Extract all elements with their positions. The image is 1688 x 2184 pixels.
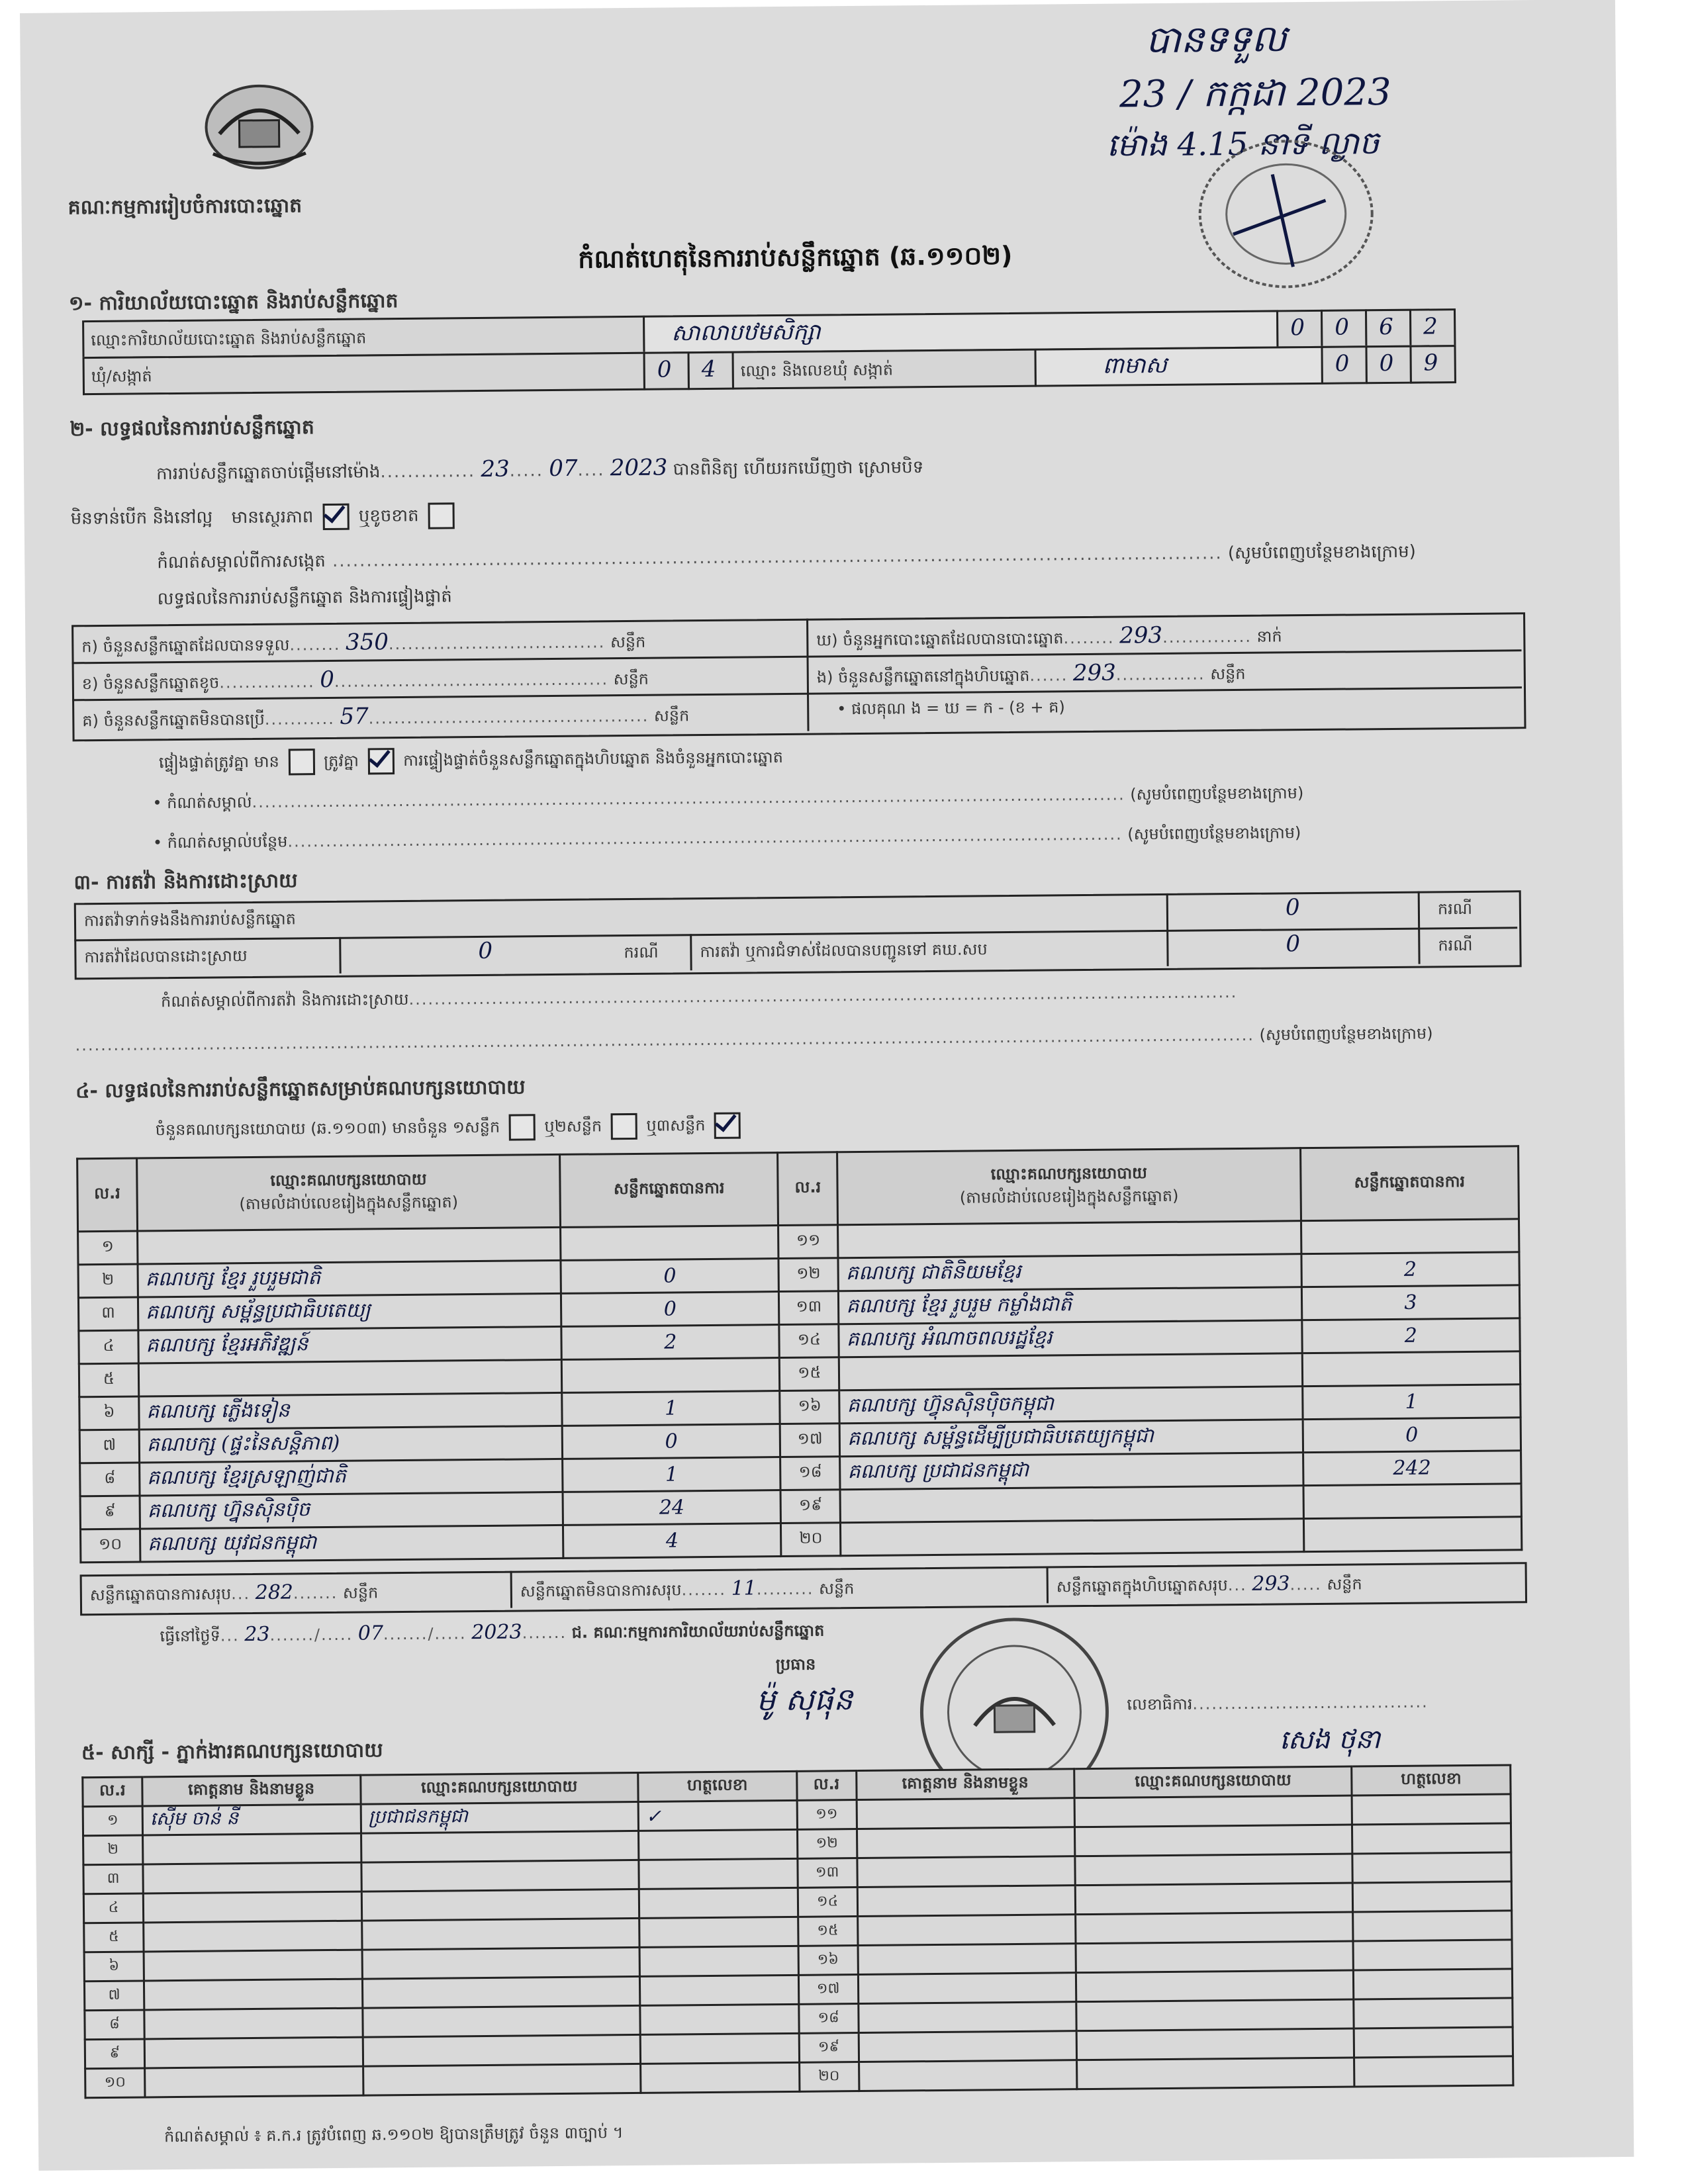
party-table-header	[77, 1146, 1519, 1232]
witness-party	[361, 1889, 639, 1921]
s2-item-b-value: 0	[320, 666, 335, 694]
section1-heading: ១- ការិយាល័យបោះឆ្នោត និងរាប់សន្លឹកឆ្នោត	[68, 289, 399, 316]
col-votes-right: សន្លឹកឆ្នោតបានការ	[1300, 1146, 1519, 1221]
s1-row2-digit-2: 4	[687, 351, 734, 390]
witness-name	[859, 2060, 1077, 2091]
witness-signature	[1352, 1882, 1511, 1912]
party-no: ៥	[79, 1363, 138, 1397]
party-votes: 0	[1303, 1418, 1521, 1453]
witness-no: ២០	[799, 2062, 859, 2092]
witness-party	[362, 1947, 640, 1979]
s3-row1-unit: ករណី	[1437, 899, 1473, 919]
s3-row2-unit: ករណី	[624, 942, 659, 962]
s1-row1-label: ឈ្មោះការិយាល័យបោះឆ្នោត និងរាប់សន្លឹកឆ្នោត	[91, 328, 367, 350]
party-name: គណបក្ស អំណាចពលរដ្ឋខ្មែរ	[839, 1320, 1302, 1357]
s3-note-line2: ......................................................................................................................................................................................... (សូមបំពេញបន្ថែមខាងក្រោម)	[75, 1024, 1433, 1055]
total-valid: សន្លឹកឆ្នោតបានការសរុប... 282....... សន្លឹក	[89, 1580, 379, 1605]
witness-name	[144, 2037, 363, 2068]
party-votes: 1	[563, 1457, 781, 1492]
party-no: ១៣	[779, 1291, 839, 1325]
party-no: ១៩	[780, 1490, 840, 1524]
party-name	[138, 1359, 562, 1396]
party-name: គណបក្ស យុវជនកម្ពុជា	[140, 1525, 563, 1562]
ok-checkbox[interactable]	[322, 504, 349, 530]
witness-no: ១៤	[798, 1888, 857, 1917]
secretary-signature: សេង ថុនា	[1279, 1724, 1381, 1756]
s4-line: ចំនួនគណបក្សនយោបាយ (ឆ.១១០៣) មានចំនួន ១សន្លឹក ឬ២សន្លឹក ឬ៣សន្លឹក	[156, 1113, 745, 1144]
party-votes	[561, 1358, 780, 1393]
witness-no: ៧	[84, 1981, 144, 2011]
party-no: ១៧	[780, 1424, 840, 1457]
s2-item-a-value: 350	[345, 629, 389, 656]
s1-row2-label-cell	[83, 352, 645, 395]
party-name: គណបក្ស (ផ្ទះនៃសន្តិភាព)	[139, 1426, 563, 1463]
s1-row2-digit2-1: 0	[1321, 345, 1368, 385]
witness-no: ១១	[797, 1800, 857, 1830]
total-valid-value: 282	[255, 1580, 294, 1604]
witness-no: ១៦	[798, 1946, 858, 1976]
party-no: ៧	[79, 1430, 139, 1463]
party-name: គណបក្ស សម្ព័ន្ធដើម្បីប្រជាធិបតេយ្យកម្ពុជា	[839, 1420, 1303, 1457]
witness-name	[143, 1862, 361, 1893]
compare-no-checkbox[interactable]	[367, 748, 394, 774]
s2-item-c: គ) ចំនួនសន្លឹកឆ្នោតមិនបានប្រើ........... 57............................................ សន្លឹក	[82, 703, 690, 731]
witness-signature	[1354, 1969, 1513, 1999]
witness-name	[144, 1950, 362, 1981]
s1-row2-value-cell	[1034, 346, 1323, 387]
witness-no: ១២	[797, 1829, 857, 1859]
section3-heading: ៣- ការតវ៉ា និងការដោះស្រាយ	[73, 869, 298, 895]
form-paper	[20, 0, 1634, 2171]
s2-fill-note-3: (សូមបំពេញបន្ថែមខាងក្រោម)	[1127, 823, 1301, 844]
col-votes-left: សន្លឹកឆ្នោតបានការ	[560, 1153, 778, 1228]
section4-heading: ៤- លទ្ធផលនៃការរាប់សន្លឹកឆ្នោតសម្រាប់គណបក្សនយោបាយ	[75, 1075, 526, 1103]
s2-bullet2: • កំណត់សម្គាល់បន្ថែម................................................................................................................................... (សូមបំពេញបន្ថែមខាងក្រោម)	[152, 823, 1301, 852]
s2-day: 23	[481, 455, 510, 482]
witness-signature	[1353, 1940, 1512, 1970]
party-no: ១២	[778, 1258, 838, 1292]
s3-row1-label: ការតវ៉ាទាក់ទងនឹងការរាប់សន្លឹកឆ្នោត	[83, 909, 297, 931]
witness-party	[361, 1918, 639, 1950]
witness-party: ប្រជាជនកម្ពុជា	[361, 1801, 639, 1833]
received-line2: 23 / កក្កដា 2023	[1119, 70, 1391, 116]
party-no: ១០	[80, 1529, 140, 1563]
party-name	[840, 1486, 1303, 1523]
party-no: ២០	[781, 1523, 841, 1557]
party-name	[841, 1519, 1304, 1556]
witness-signature	[1354, 2027, 1513, 2058]
header-org: គណៈកម្មការរៀបចំការបោះឆ្នោត	[68, 194, 303, 220]
witness-signature	[639, 1946, 798, 1976]
s1-row2-mid-label: ឈ្មោះ និងលេខឃុំ សង្កាត់	[740, 360, 894, 381]
party-votes	[561, 1226, 779, 1261]
s2-line4: លទ្ធផលនៃការរាប់សន្លឹកឆ្នោត និងការផ្ទៀងផ្ទាត់	[157, 586, 452, 610]
witness-name	[144, 2008, 363, 2039]
witness-signature	[1352, 1852, 1511, 1883]
party-name: គណបក្ស ជាតិនិយមខ្មែរ	[838, 1254, 1301, 1291]
witness-signature	[639, 1888, 798, 1918]
witness-no: ៨	[85, 2010, 144, 2040]
col-no-left: ល.រ	[77, 1158, 138, 1232]
party-no: ១៦	[780, 1390, 839, 1424]
witness-party	[1076, 1999, 1354, 2031]
witness-signature: ✓	[638, 1800, 797, 1831]
party-votes: 0	[561, 1259, 779, 1294]
s1-row1-value: សាលាបឋមសិក្សា	[671, 318, 821, 347]
witness-party	[1076, 2028, 1354, 2060]
party-no: ១១	[778, 1225, 838, 1259]
stamp-icon	[1193, 134, 1380, 294]
party-no: ១៨	[780, 1457, 840, 1490]
party-name: គណបក្ស ភ្លើងទៀន	[139, 1392, 563, 1430]
witness-no: ១០	[85, 2068, 145, 2098]
witness-name	[857, 1798, 1075, 1829]
total-box-value: 293	[1252, 1572, 1290, 1596]
witness-no: ៦	[84, 1952, 144, 1981]
chair-signature: ម៉ូ សុផុន	[756, 1681, 853, 1718]
witness-no: ៩	[85, 2039, 144, 2069]
witness-no: ៥	[84, 1923, 144, 1952]
s3-row2-mid: ការតវ៉ា ឬការជំទាស់ដែលបានបញ្ជូនទៅ គឃ.សប	[700, 940, 988, 962]
col-no-right: ល.រ	[778, 1152, 838, 1226]
party-name: គណបក្ស ខ្មែរ រួបរួម កម្លាំងជាតិ	[839, 1287, 1302, 1324]
col-party-left: ឈ្មោះគណបក្សនយោបាយ (តាមលំដាប់លេខរៀងក្នុងសន្លឹកឆ្នោត)	[137, 1154, 561, 1231]
witness-no: ១៣	[797, 1858, 857, 1888]
witness-table-body	[83, 1794, 1513, 2098]
s2-line3: កំណត់សម្គាល់ពីការសង្កេត ................................................................................................................................... (សូមបំពេញបន្ថែមខាងក្រោម)	[157, 541, 1416, 573]
witness-name	[858, 1944, 1076, 1975]
party-no: ៨	[80, 1463, 140, 1496]
witness-party	[361, 1831, 639, 1862]
received-line3: ម៉ោង 4.15 នាទី ល្ងាច	[1106, 124, 1380, 164]
party-votes	[1303, 1484, 1522, 1519]
s2-item-d: ឃ) ចំនួនអ្នកបោះឆ្នោតដែលបានបោះឆ្នោត........ 293.............. នាក់	[816, 621, 1282, 650]
party-no: ១៥	[780, 1357, 839, 1391]
party-votes: 2	[561, 1325, 780, 1360]
witness-no: ១៩	[799, 2033, 859, 2063]
chair-label: ប្រធាន	[775, 1655, 816, 1674]
s3-note: កំណត់សម្គាល់ពីការតវ៉ា និងការដោះស្រាយ..................................................................................................................................	[160, 983, 1238, 1011]
witness-party	[1075, 1854, 1353, 1886]
party-votes: 3	[1301, 1285, 1520, 1320]
party-name: គណបក្ស ខ្មែរស្រឡាញ់ជាតិ	[140, 1459, 563, 1496]
s1-row1-digit-3: 6	[1365, 309, 1412, 348]
party-no: ៩	[80, 1496, 140, 1529]
s2-bullet1: • កំណត់សម្គាល់......................................................................................................................................... (សូមបំពេញបន្ថែមខាងក្រោម)	[152, 784, 1304, 813]
witness-name	[859, 2031, 1077, 2062]
party-votes: 0	[562, 1424, 780, 1459]
witness-no: ២	[83, 1835, 143, 1865]
s1-row2-label: ឃុំ/សង្កាត់	[91, 367, 152, 387]
s3-row2-value2: 0	[1286, 931, 1301, 958]
witness-table-header: ល.រ គោត្តនាម និងនាមខ្លួន ឈ្មោះគណបក្សនយោបាយ ហត្ថលេខា ល.រ គោត្តនាម និងនាមខ្លួន ឈ្មោះគណបក្សនយោបាយ ហត្ថលេខា	[83, 1765, 1511, 1807]
witness-signature	[638, 1829, 797, 1860]
party-name	[838, 1221, 1301, 1258]
sheets-3-checkbox[interactable]	[611, 1113, 637, 1140]
page-title: កំណត់ហេតុនៃការរាប់សន្លឹកឆ្នោត (ឆ.១១០២)	[578, 240, 1013, 274]
s3-row1-value: 0	[1285, 894, 1300, 921]
compare-yes-checkbox[interactable]	[288, 749, 314, 775]
witness-no: ៣	[83, 1864, 143, 1894]
s3-row2-label: ការតវ៉ាដែលបានដោះស្រាយ	[84, 946, 248, 967]
party-votes: 4	[563, 1524, 782, 1559]
party-votes	[1301, 1219, 1519, 1254]
party-name: គណបក្ស សម្ព័ន្ធប្រជាធិបតេយ្យ	[138, 1293, 561, 1330]
witness-name	[143, 1891, 361, 1923]
total-invalid-value: 11	[731, 1576, 757, 1600]
party-name: គណបក្ស ហ៊្វុនស៊ិនប៉ិចកម្ពុជា	[839, 1387, 1303, 1424]
witness-signature	[1352, 1823, 1511, 1854]
witness-party	[363, 2064, 641, 2095]
section2-heading: ២- លទ្ធផលនៃការរាប់សន្លឹកឆ្នោត	[70, 416, 314, 441]
party-name: គណបក្ស ខ្មែរអភិវឌ្ឍន៍	[138, 1326, 562, 1363]
witness-signature	[639, 1917, 798, 1947]
witness-name	[145, 2066, 363, 2097]
s2-item-b: ខ) ចំនួនសន្លឹកឆ្នោតខូច............... 0........................................... សន្លឹក	[81, 666, 649, 694]
s1-row1-digit-2: 0	[1321, 309, 1368, 348]
total-box: សន្លឹកឆ្នោតក្នុងហិបឆ្នោតសរុប... 293..... សន្លឹក	[1056, 1572, 1362, 1596]
s1-row2-digit2-3: 9	[1409, 345, 1456, 384]
witness-no: ១៨	[798, 2004, 858, 2034]
witness-signature	[640, 2062, 799, 2093]
s2-line2: មិនទាន់បើក និងនៅល្អ មានស្ថេរភាព ឬខូចខាត	[70, 502, 459, 533]
s2-item-a: ក) ចំនួនសន្លឹកឆ្នោតដែលបានទទួល........ 350.................................. សន្លឹក	[81, 629, 646, 657]
witness-party	[1077, 2058, 1355, 2089]
s2-item-e-value: 293	[1072, 659, 1116, 687]
s2-fill-note-2: (សូមបំពេញបន្ថែមខាងក្រោម)	[1130, 784, 1304, 804]
emblem-icon	[193, 73, 326, 181]
party-name: គណបក្ស ហ្វ៊ុនស៊ិនប៉ិច	[140, 1492, 563, 1529]
party-no: ៤	[79, 1330, 138, 1364]
witness-name	[857, 1827, 1075, 1858]
witness-signature	[1354, 1998, 1513, 2028]
s4-date-line: ធ្វើនៅថ្ងៃទី... 23......./..... 07......./..... 2023....... ជ. គណៈកម្មការការិយាល័យរាប់សន្លឹកឆ្នោត	[160, 1620, 825, 1647]
party-no: ៣	[78, 1297, 138, 1331]
s1-row2-value: ពាមាស	[1102, 351, 1168, 379]
witness-name	[857, 1915, 1076, 1946]
party-votes: 1	[562, 1391, 780, 1426]
party-votes: 242	[1303, 1451, 1521, 1486]
witness-name	[857, 1856, 1075, 1888]
s3-row2-value: 0	[478, 937, 493, 965]
sheets-more-checkbox[interactable]	[714, 1113, 741, 1139]
s2-line1: ការរាប់សន្លឹកឆ្នោតចាប់ផ្តើមនៅម៉ោង.............. 23..... 07.... 2023 បានពិនិត្យ ហើយរកឃើញថា ស្រោមបិទ	[156, 454, 924, 484]
s2-fill-note-1: (សូមបំពេញបន្ថែមខាងក្រោម)	[1227, 541, 1416, 564]
witness-name	[857, 1886, 1076, 1917]
witness-signature	[1353, 1911, 1512, 1941]
party-votes	[1302, 1351, 1521, 1387]
witness-no: ១៧	[798, 1975, 858, 2005]
party-votes: 24	[563, 1490, 781, 1525]
s1-row2-digit2-2: 0	[1365, 345, 1412, 385]
party-no: ៦	[79, 1396, 139, 1430]
witness-signature	[1354, 2056, 1513, 2087]
s2-month: 07	[549, 455, 578, 482]
party-votes: 2	[1301, 1318, 1520, 1353]
party-no: ១	[78, 1231, 138, 1265]
secretary-line: លេខាធិការ.....................................	[1127, 1692, 1429, 1714]
witness-party	[362, 2005, 640, 2037]
party-name: គណបក្ស ខ្មែរ រួបរួមជាតិ	[138, 1260, 561, 1297]
s1-row2-digit-1: 0	[643, 351, 690, 390]
witness-party	[1075, 1883, 1353, 1915]
witness-table	[81, 1764, 1514, 2099]
s3-row2-unit2: ករណី	[1438, 935, 1473, 955]
party-name	[137, 1227, 561, 1264]
s1-row1-digit-1: 0	[1276, 310, 1323, 349]
witness-signature	[639, 1975, 798, 2005]
s2-year: 2023	[610, 454, 668, 482]
s2-item-e: ង) ចំនួនសន្លឹកឆ្នោតនៅក្នុងហិបឆ្នោត...... 293.............. សន្លឹក	[816, 659, 1246, 687]
total-invalid: សន្លឹកឆ្នោតមិនបានការសរុប....... 11......... សន្លឹក	[520, 1576, 855, 1601]
witness-signature	[639, 1858, 798, 1889]
witness-name	[142, 1833, 361, 1864]
witness-party	[1074, 1825, 1352, 1856]
party-no: ២	[78, 1264, 138, 1298]
received-line1: បានទទួល	[1145, 17, 1287, 62]
col-party-right: ឈ្មោះគណបក្សនយោបាយ (តាមលំដាប់លេខរៀងក្នុងសន្លឹកឆ្នោត)	[837, 1148, 1301, 1225]
witness-party	[362, 1976, 640, 2008]
party-votes: 2	[1301, 1252, 1520, 1287]
footer-note: កំណត់សម្គាល់ ៖ គ.ក.រ ត្រូវបំពេញ ឆ.១១០២ ឱ្យបានត្រឹមត្រូវ ចំនួន ៣ច្បាប់ ។	[164, 2123, 624, 2146]
witness-no: ១	[83, 1806, 142, 1836]
witness-party	[363, 2034, 641, 2066]
witness-name: ស៊ើម ចាន់ នី	[142, 1804, 361, 1835]
witness-party	[361, 1860, 639, 1891]
s3-fill-note: (សូមបំពេញបន្ថែមខាងក្រោម)	[1259, 1024, 1433, 1044]
witness-signature	[640, 2004, 799, 2034]
witness-party	[1076, 1970, 1354, 2002]
witness-party	[1074, 1796, 1352, 1827]
s2-formula: • ផលគុណ ង = ឃ = ក - (ខ + គ)	[837, 698, 1065, 719]
party-votes: 0	[561, 1292, 780, 1327]
sheets-2-checkbox[interactable]	[509, 1114, 536, 1140]
witness-name	[144, 1921, 362, 1952]
party-votes	[1303, 1517, 1522, 1552]
witness-name	[858, 1973, 1076, 2004]
party-name	[839, 1353, 1303, 1390]
witness-party	[1076, 1941, 1354, 1973]
s1-row2-mid-label-cell	[731, 349, 1036, 390]
party-no: ១៤	[779, 1324, 839, 1358]
witness-signature	[640, 2033, 799, 2064]
witness-name	[858, 2002, 1076, 2033]
damaged-checkbox[interactable]	[428, 502, 455, 529]
s2-item-d-value: 293	[1119, 621, 1163, 649]
witness-name	[144, 1979, 362, 2010]
s2-item-c-value: 57	[340, 703, 369, 730]
witness-party	[1076, 1912, 1354, 1944]
s1-row1-digit-4: 2	[1409, 308, 1456, 347]
witness-no: ៤	[83, 1893, 143, 1923]
section5-heading: ៥- សាក្សី - ភ្នាក់ងារគណបក្សនយោបាយ	[81, 1739, 383, 1765]
party-results-table	[76, 1145, 1523, 1563]
s2-compare-line: ផ្ទៀងផ្ទាត់ត្រូវគ្នា មាន ត្រូវគ្នា ការផ្ទៀងផ្ទាត់ចំនួនសន្លឹកឆ្នោតក្នុងហិបឆ្នោត និងចំនួនអ្នកបោះឆ្នោត	[159, 745, 783, 776]
party-table-body	[78, 1219, 1522, 1563]
witness-signature	[1352, 1794, 1511, 1825]
party-name: គណបក្ស ប្រជាជនកម្ពុជា	[840, 1453, 1303, 1490]
party-votes: 1	[1302, 1385, 1521, 1420]
witness-no: ១៥	[798, 1917, 857, 1946]
